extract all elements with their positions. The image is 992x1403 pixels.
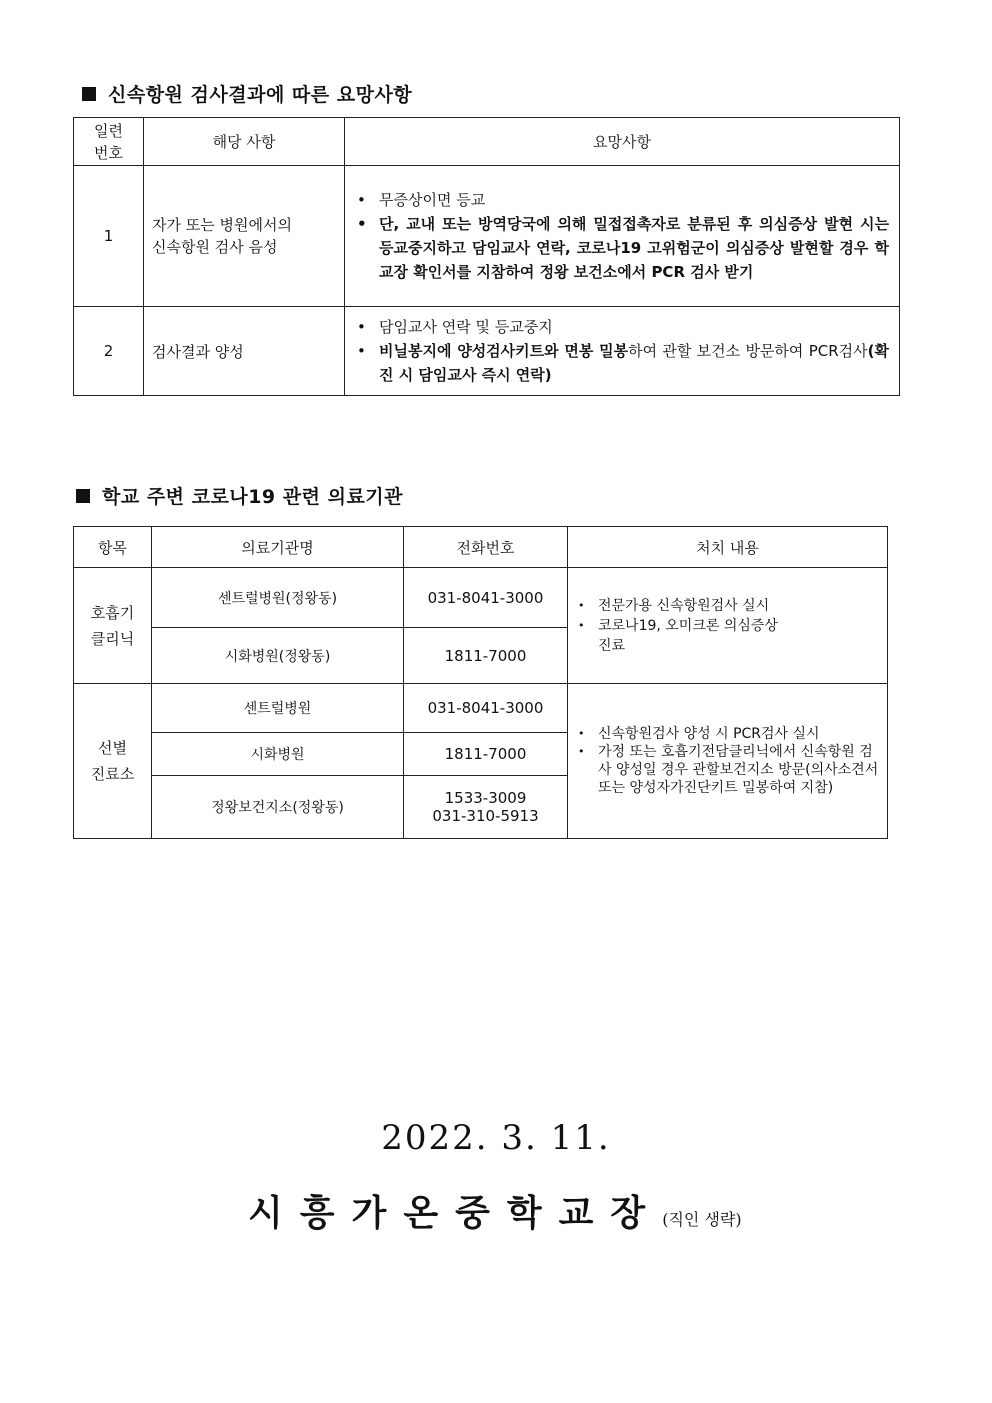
treatment-bullet: • 전문가용 신속항원검사 실시 — [568, 596, 798, 616]
document-date: 2022. 3. 11. — [381, 1118, 611, 1158]
section2-title: 학교 주변 코로나19 관련 의료기관 — [102, 486, 404, 508]
clinic-phone-line2: 031-310-5913 — [432, 807, 539, 825]
category-cell — [74, 568, 152, 684]
request-bullet — [345, 339, 899, 387]
header-serial-top: 일련 — [94, 121, 123, 140]
row-number: 2 — [74, 307, 144, 396]
section2-heading — [76, 482, 403, 509]
category-line1: 호흡기 — [90, 603, 135, 622]
treatment-cell — [568, 568, 888, 684]
treatment-bullet: • 신속항원검사 양성 시 PCR검사 실시 — [568, 725, 887, 743]
treatment-cell — [568, 684, 888, 839]
clinic-name: 정왕보건지소(정왕동) — [152, 776, 404, 839]
clinic-name: 센트럴병원(정왕동) — [152, 568, 404, 628]
category-cell — [74, 684, 152, 839]
clinic-phone: 031-8041-3000 — [404, 684, 568, 733]
row-item-line2: 신속항원 검사 음성 — [152, 238, 278, 256]
header-treatment: 처치 내용 — [568, 527, 888, 568]
request-bullet: • 단, 교내 또는 방역당국에 의해 밀접접촉자로 분류된 후 의심증상 발현 시는 등교중지하고 담임교사 연락, 코로나19 고위험군이 의심증상 발현할 경우 학교장 확인서를 지참하여 정왕 보건소에서 PCR 검사 받기 — [345, 212, 899, 284]
clinic-phone: 1811-7000 — [404, 733, 568, 776]
square-bullet-icon — [82, 87, 96, 101]
header-category: 항목 — [74, 527, 152, 568]
header-request: 요망사항 — [345, 118, 900, 166]
table-header-row — [74, 527, 888, 568]
clinic-phone: 031-8041-3000 — [404, 568, 568, 628]
clinic-phone-line1: 1533-3009 — [444, 789, 527, 807]
header-clinic-name: 의료기관명 — [152, 527, 404, 568]
section1-title: 신속항원 검사결과에 따른 요망사항 — [108, 84, 413, 106]
table-row — [74, 568, 888, 628]
request-bullet: • 무증상이면 등교 — [345, 188, 899, 212]
request-bold-text: 비닐봉지에 양성검사키트와 면봉 밀봉 — [379, 342, 629, 360]
category-line2: 클리닉 — [90, 629, 135, 648]
table-row — [74, 307, 900, 396]
header-serial-number — [74, 118, 144, 166]
table-row — [74, 684, 888, 733]
header-phone: 전화번호 — [404, 527, 568, 568]
signature-name: 시흥가온중학교장 — [248, 1192, 663, 1234]
clinic-phone: 1811-7000 — [404, 628, 568, 684]
request-text: 하여 관할 보건소 방문하여 PCR검사 — [628, 342, 868, 360]
table-row — [74, 166, 900, 307]
table-header-row — [74, 118, 900, 166]
seal-omitted-note: (직인 생략) — [662, 1210, 742, 1229]
square-bullet-icon — [76, 489, 90, 503]
row-item-line1: 자가 또는 병원에서의 — [152, 216, 292, 234]
signature-block — [248, 1185, 808, 1236]
row-item: 검사결과 양성 — [144, 307, 345, 396]
request-bullet: • 담임교사 연락 및 등교중지 — [345, 315, 899, 339]
header-serial-bottom: 번호 — [94, 143, 123, 162]
request-bold-text: (확진 시 담임교사 즉시 연락) — [379, 342, 889, 384]
row-item — [144, 166, 345, 307]
clinic-name: 시화병원 — [152, 733, 404, 776]
category-line1: 선별 — [98, 739, 127, 757]
category-line2: 진료소 — [90, 765, 135, 783]
header-item: 해당 사항 — [144, 118, 345, 166]
row-number: 1 — [74, 166, 144, 307]
clinic-name: 센트럴병원 — [152, 684, 404, 733]
treatment-bullet: • 코로나19, 오미크론 의심증상 진료 — [568, 616, 798, 656]
clinics-table — [73, 526, 888, 839]
requests-table — [73, 117, 900, 396]
row-request — [345, 307, 900, 396]
clinic-phone — [404, 776, 568, 839]
treatment-bullet: • 가정 또는 호흡기전담클리닉에서 신속항원 검사 양성일 경우 관할보건지소 방문(의사소견서 또는 양성자가진단키트 밀봉하여 지참) — [568, 743, 887, 797]
row-request — [345, 166, 900, 307]
section1-heading — [82, 80, 412, 107]
clinic-name: 시화병원(정왕동) — [152, 628, 404, 684]
